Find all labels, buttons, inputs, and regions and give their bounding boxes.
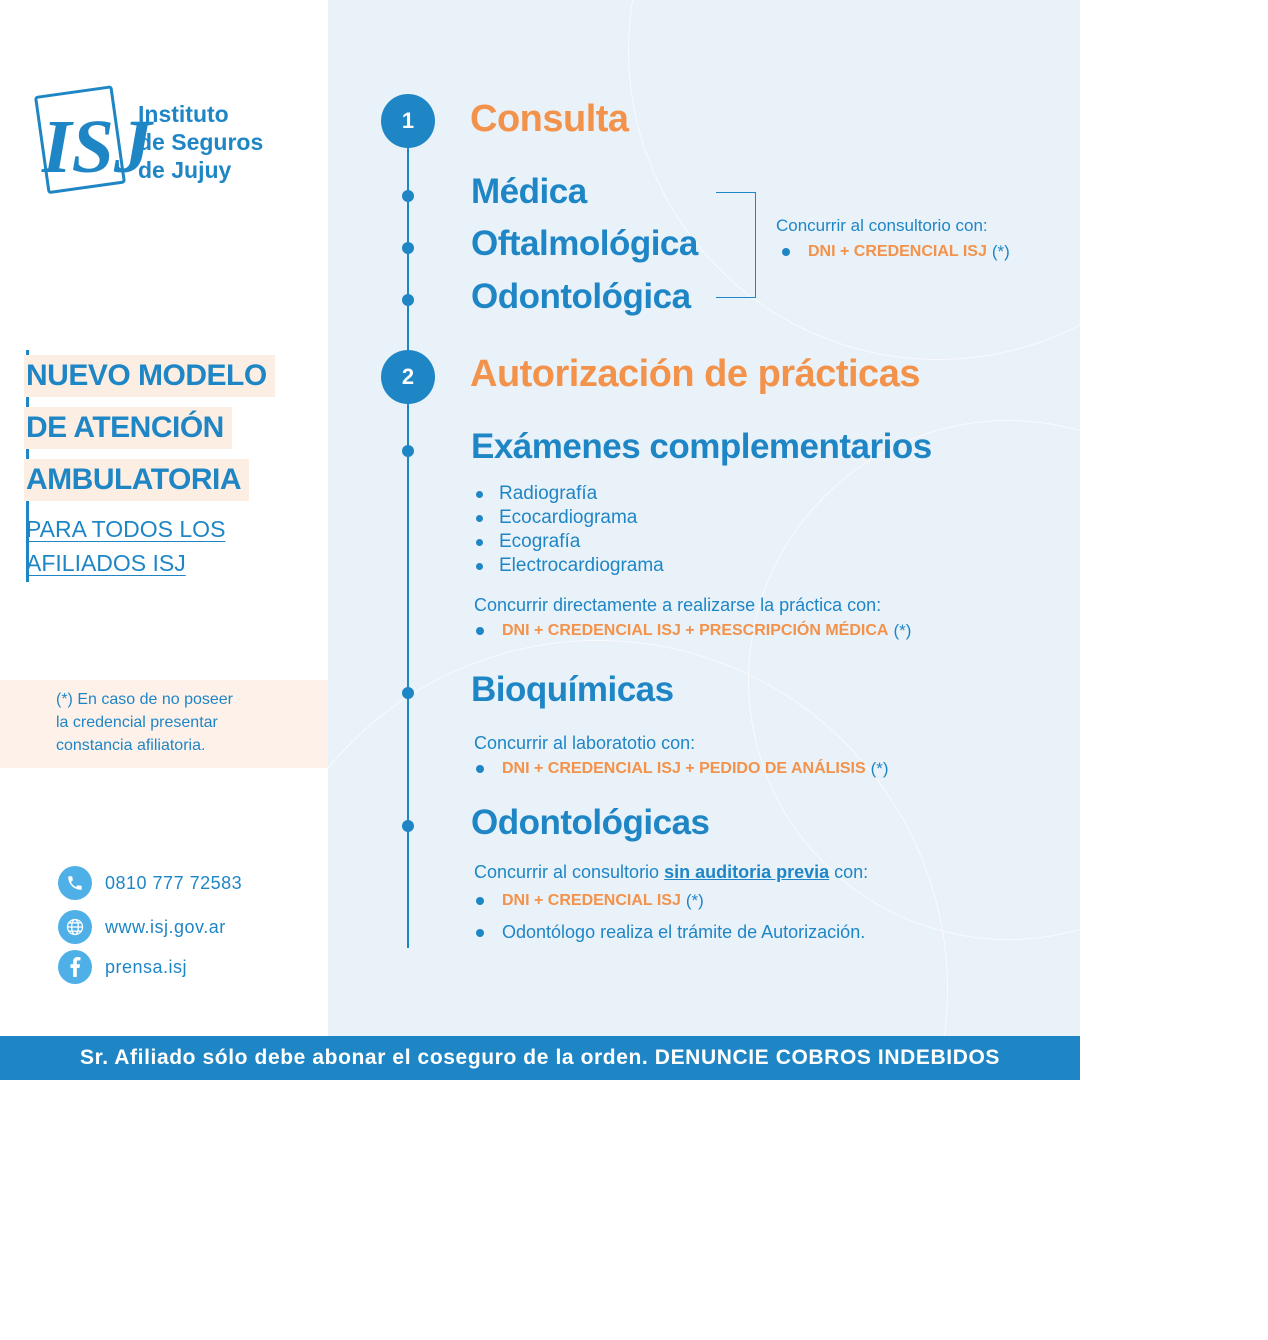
asterisk: (*) [870, 759, 889, 778]
requirement-item [476, 922, 865, 943]
contact-text: prensa.isj [105, 956, 188, 977]
facebook-icon [58, 950, 92, 984]
timeline-dot [402, 190, 414, 202]
requirement-text: DNI + CREDENCIAL ISJ [808, 243, 987, 260]
requirement-item [476, 621, 911, 641]
asterisk: (*) [685, 891, 704, 910]
bullet [476, 765, 484, 773]
contact-text: 0810 777 72583 [105, 872, 243, 893]
list-item: Ecocardiograma [476, 506, 664, 530]
timeline-dot [402, 445, 414, 457]
footnote-text: (*) En caso de no poseer la credencial presentar constancia afiliatoria. [56, 691, 233, 754]
instruction-text: Concurrir directamente a realizarse la práctica con: [474, 595, 882, 615]
requirement-item [476, 891, 704, 911]
globe-icon [58, 910, 92, 944]
contact-facebook[interactable] [58, 950, 187, 984]
timeline-dot [402, 820, 414, 832]
instruction-text: Concurrir al consultorio sin auditoria previa con: [474, 862, 869, 882]
contact-phone[interactable] [58, 866, 242, 900]
section-title: Exámenes complementarios [471, 427, 932, 466]
step-title: Consulta [470, 98, 629, 140]
svg-text:ISJ: ISJ [42, 105, 152, 189]
consult-type: Oftalmológica [471, 224, 698, 263]
timeline-dot [402, 687, 414, 699]
instruction-text: Concurrir al laboratotio con: [474, 733, 696, 753]
model-line: DE ATENCIÓN [24, 407, 232, 449]
model-subtitle-line: AFILIADOS ISJ [26, 550, 186, 576]
brand-name-line: de Seguros [138, 129, 264, 155]
step-number-badge: 2 [381, 350, 435, 404]
model-line: NUEVO MODELO [24, 355, 275, 397]
phone-icon [58, 866, 92, 900]
consult-type: Médica [471, 172, 587, 211]
requirement-text: DNI + CREDENCIAL ISJ + PEDIDO DE ANÁLISIS [502, 760, 866, 777]
contact-website[interactable] [58, 910, 226, 944]
list-item: Ecografía [476, 530, 664, 554]
brand-name-line: de Jujuy [138, 157, 232, 183]
isj-logo [32, 86, 152, 196]
decorative-circle [628, 0, 1248, 360]
bullet [476, 929, 484, 937]
note-text: Odontólogo realiza el trámite de Autorización. [502, 922, 866, 942]
instruction-text: Concurrir al consultorio con: [776, 216, 988, 235]
list-item: Radiografía [476, 482, 664, 506]
asterisk: (*) [893, 621, 912, 640]
step-number-badge: 1 [381, 94, 435, 148]
requirement-item [782, 242, 1010, 262]
bracket [716, 192, 756, 298]
exam-list [476, 482, 664, 578]
model-subtitle-line: PARA TODOS LOS [26, 516, 226, 542]
brand-name [138, 100, 263, 184]
brand-name-line: Instituto [138, 101, 229, 127]
section-title: Bioquímicas [471, 670, 674, 709]
bullet [476, 897, 484, 905]
list-item: Electrocardiograma [476, 554, 664, 578]
emphasis-text: sin auditoria previa [664, 862, 830, 882]
requirement-item [476, 759, 889, 779]
contact-text: www.isj.gov.ar [105, 916, 226, 937]
consult-type: Odontológica [471, 277, 691, 316]
footer-banner: Sr. Afiliado sólo debe abonar el coseguro de la orden. DENUNCIE COBROS INDEBIDOS [0, 1036, 1080, 1080]
requirement-text: DNI + CREDENCIAL ISJ + PRESCRIPCIÓN MÉDICA [502, 622, 889, 639]
bullet [476, 627, 484, 635]
timeline-dot [402, 242, 414, 254]
section-title: Odontológicas [471, 803, 710, 842]
step-title: Autorización de prácticas [470, 353, 920, 395]
model-line: AMBULATORIA [24, 459, 249, 501]
bullet [782, 248, 790, 256]
asterisk: (*) [991, 242, 1010, 261]
timeline-dot [402, 294, 414, 306]
requirement-text: DNI + CREDENCIAL ISJ [502, 892, 681, 909]
